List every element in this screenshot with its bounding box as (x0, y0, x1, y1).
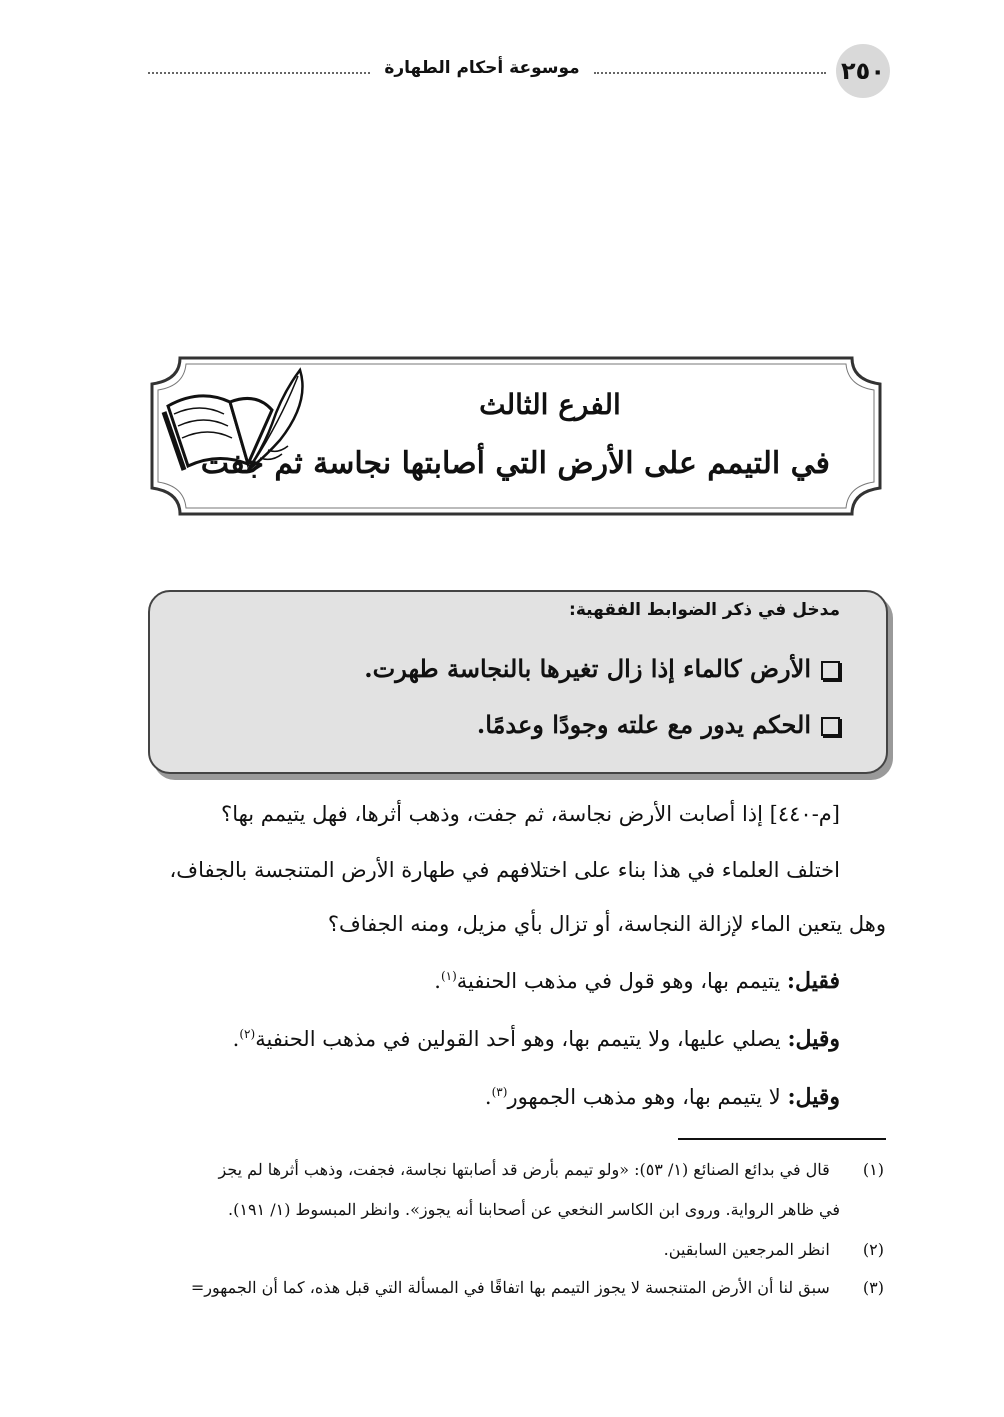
opinion-text: يصلي عليها، ولا يتيمم بها، وهو أحد القولين في مذهب الحنفية (255, 1027, 788, 1051)
opinion-lead: وقيل: (787, 1084, 840, 1110)
intro-line-2: وهل يتعين الماء لإزالة النجاسة، أو تزال بأي مزيل، ومنه الجفاف؟ (327, 912, 886, 936)
opinion-text: يتيمم بها، وهو قول في مذهب الحنفية (456, 969, 787, 993)
footnote-ref[interactable]: (٢) (239, 1027, 256, 1041)
section-subtitle: في التيمم على الأرض التي أصابتها نجاسة ثم جفت (200, 446, 830, 481)
rule-text: الأرض كالماء إذا زال تغيرها بالنجاسة طهرت. (364, 654, 811, 683)
intro-line-1: اختلف العلماء في هذا بناء على اختلافهم في طهارة الأرض المتنجسة بالجفاف، (169, 858, 840, 882)
footnote-ref[interactable]: (٣) (491, 1085, 508, 1099)
footnote-ref[interactable]: (١) (440, 969, 457, 983)
section-title: الفرع الثالث (479, 388, 621, 421)
opinion-text: لا يتيمم بها، وهو مذهب الجمهور (507, 1085, 788, 1109)
rule-item (477, 710, 840, 739)
footnote-1 (218, 1160, 884, 1179)
footnote-separator (678, 1138, 886, 1140)
checkbox-square-icon (821, 661, 840, 680)
rule-text: الحكم يدور مع علته وجودًا وعدمًا. (476, 710, 811, 739)
running-title: موسوعة أحكام الطهارة (384, 58, 580, 78)
rule-item (364, 654, 840, 683)
header-dots-right (594, 72, 826, 74)
opinion-3: وقيل: لا يتيمم بها، وهو مذهب الجمهور$^{(٣)}$. (484, 1084, 840, 1110)
opinion-2: وقيل: يصلي عليها، ولا يتيمم بها، وهو أحد القولين في مذهب الحنفية$^{(٢)}$. (232, 1026, 840, 1052)
opinion-1: فقيل: يتيمم بها، وهو قول في مذهب الحنفية$^{(١)}$. (434, 968, 840, 994)
footnote-text: قال في بدائع الصنائع (١/ ٥٣): «ولو تيمم بأرض قد أصابتها نجاسة، فجفت، وذهب أثرها لم يجز (218, 1160, 830, 1179)
opinion-lead: فقيل: (786, 968, 840, 994)
checkbox-square-icon (821, 717, 840, 736)
footnote-number: (١) (862, 1160, 884, 1179)
footnote-1-continued: في ظاهر الرواية. وروى ابن الكاسر النخعي عن أصحابنا أنه يجوز». وانظر المبسوط (١/ ١٩١). (228, 1200, 840, 1219)
opinion-lead: وقيل: (787, 1026, 840, 1052)
footnote-number: (٣) (862, 1278, 884, 1297)
footnote-number: (٢) (862, 1240, 884, 1259)
header-dots-left (148, 72, 370, 74)
page-number: ٢٥٠ (836, 44, 890, 98)
footnote-text: انظر المرجعين السابقين. (663, 1240, 830, 1259)
footnote-2 (664, 1240, 884, 1259)
footnote-text: سبق لنا أن الأرض المتنجسة لا يجوز التيمم بها اتفاقًا في المسألة التي قبل هذه، كما أن الجمهور= (190, 1278, 830, 1297)
footnote-3 (191, 1278, 884, 1297)
rules-heading: مدخل في ذكر الضوابط الفقهية: (569, 600, 840, 620)
question-paragraph: [م-٤٤٠] إذا أصابت الأرض نجاسة، ثم جفت، وذهب أثرها، فهل يتيمم بها؟ (221, 802, 840, 826)
